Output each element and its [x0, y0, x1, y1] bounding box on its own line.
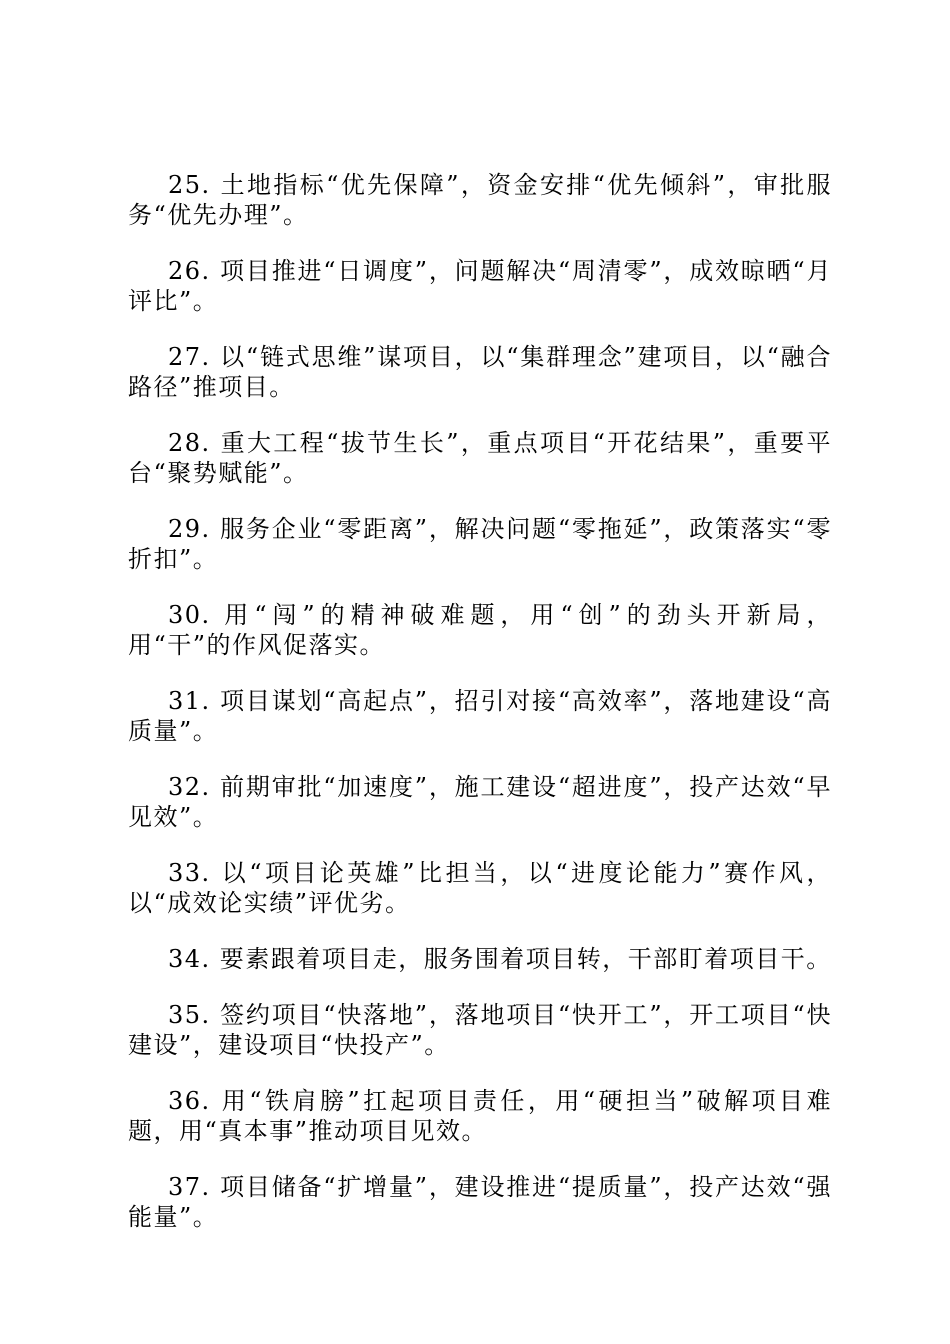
document-page — [128, 170, 832, 1258]
paragraph-30: 30. 用“闯”的精神破难题，用“创”的劲头开新局，用“干”的作风促落实。 — [128, 601, 832, 659]
paragraph-32: 32. 前期审批“加速度”，施工建设“超进度”，投产达效“早见效”。 — [128, 773, 832, 831]
paragraph-28: 28. 重大工程“拔节生长”，重点项目“开花结果”，重要平台“聚势赋能”。 — [128, 429, 832, 487]
paragraph-36: 36. 用“铁肩膀”扛起项目责任，用“硬担当”破解项目难题，用“真本事”推动项目见效。 — [128, 1087, 832, 1145]
paragraph-25: 25. 土地指标“优先保障”，资金安排“优先倾斜”，审批服务“优先办理”。 — [128, 171, 832, 229]
paragraph-35: 35. 签约项目“快落地”，落地项目“快开工”，开工项目“快建设”，建设项目“快投产”。 — [128, 1001, 832, 1059]
paragraph-29: 29. 服务企业“零距离”，解决问题“零拖延”，政策落实“零折扣”。 — [128, 515, 832, 573]
paragraph-26: 26. 项目推进“日调度”，问题解决“周清零”，成效晾晒“月评比”。 — [128, 257, 832, 315]
paragraph-34: 34. 要素跟着项目走，服务围着项目转，干部盯着项目干。 — [168, 945, 832, 973]
paragraph-27: 27. 以“链式思维”谋项目，以“集群理念”建项目，以“融合路径”推项目。 — [128, 343, 832, 401]
paragraph-33: 33. 以“项目论英雄”比担当，以“进度论能力”赛作风，以“成效论实绩”评优劣。 — [128, 859, 832, 917]
paragraph-37: 37. 项目储备“扩增量”，建设推进“提质量”，投产达效“强能量”。 — [128, 1173, 832, 1231]
paragraph-31: 31. 项目谋划“高起点”，招引对接“高效率”，落地建设“高质量”。 — [128, 687, 832, 745]
